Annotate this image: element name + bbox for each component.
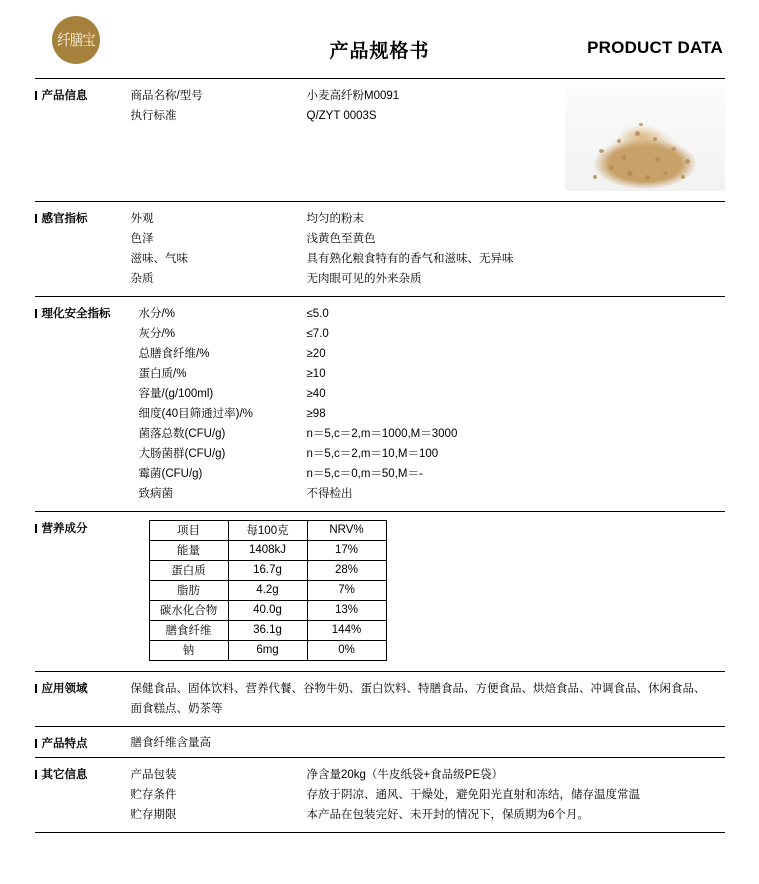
field-value: n＝5,c＝2,m＝1000,M＝3000 [306, 428, 458, 440]
field-value: ≥98 [306, 408, 326, 420]
nutrition-table [149, 520, 387, 661]
cell-item: 钠 [149, 641, 228, 661]
section-other-info [35, 758, 725, 832]
field-key: 执行标准 [130, 110, 177, 122]
table-row [149, 541, 386, 561]
section-label-features: 产品特点 [35, 735, 88, 751]
section-nutrition [35, 512, 725, 671]
field-value: n＝5,c＝0,m＝50,M＝- [306, 468, 423, 480]
field-key: 色泽 [130, 233, 154, 245]
field-value: ≤5.0 [306, 308, 329, 320]
field-key: 产品包装 [130, 769, 177, 781]
physchem-body [35, 297, 725, 511]
table-header-row [149, 521, 386, 541]
table-row [131, 805, 725, 825]
cell-item: 蛋白质 [149, 561, 228, 581]
cell-item: 能量 [149, 541, 228, 561]
label-bar-icon [35, 770, 37, 779]
field-value: 小麦高纤粉M0091 [306, 90, 400, 102]
section-label-product-info: 产品信息 [35, 87, 88, 103]
other-info-body [35, 758, 725, 832]
cell-amount: 4.2g [228, 581, 307, 601]
field-key: 大肠菌群(CFU/g) [138, 448, 226, 460]
cell-amount: 1408kJ [228, 541, 307, 561]
table-row [139, 444, 725, 464]
table-row [139, 344, 725, 364]
page-header [0, 0, 759, 78]
label-bar-icon [35, 739, 37, 748]
cell-nrv: 17% [307, 541, 386, 561]
label-bar-icon [35, 91, 37, 100]
table-row [149, 561, 386, 581]
field-value: 均匀的粉末 [306, 213, 364, 225]
field-value: 不得检出 [306, 488, 353, 500]
cell-nrv: 28% [307, 561, 386, 581]
field-value: 净含量20kg（牛皮纸袋+食品级PE袋） [306, 769, 503, 781]
section-label-nutrition: 营养成分 [35, 520, 88, 536]
table-row [131, 229, 725, 249]
table-row [149, 601, 386, 621]
field-value: ≤7.0 [306, 328, 329, 340]
table-row [149, 581, 386, 601]
field-value: 具有熟化粮食特有的香气和滋味、无异味 [306, 253, 514, 265]
page-title-en: PRODUCT DATA [587, 38, 723, 57]
column-header: 每100克 [228, 521, 307, 541]
table-row [139, 484, 725, 504]
features-body [35, 727, 725, 757]
section-label-applications: 应用领域 [35, 680, 88, 696]
section-label-other-info: 其它信息 [35, 766, 88, 782]
cell-nrv: 7% [307, 581, 386, 601]
cell-item: 碳水化合物 [149, 601, 228, 621]
field-key: 灰分/% [138, 328, 175, 340]
field-value: 本产品在包装完好、未开封的情况下，保质期为6个月。 [306, 809, 589, 821]
table-row [149, 641, 386, 661]
table-row [139, 464, 725, 484]
field-key: 水分/% [138, 308, 175, 320]
table-row [139, 384, 725, 404]
field-key: 外观 [130, 213, 154, 225]
table-row [131, 269, 725, 289]
field-key: 商品名称/型号 [130, 90, 203, 102]
cell-nrv: 0% [307, 641, 386, 661]
label-bar-icon [35, 684, 37, 693]
table-row [149, 621, 386, 641]
nutrition-body [35, 512, 725, 671]
cell-amount: 6mg [228, 641, 307, 661]
section-sensory [35, 202, 725, 296]
field-key: 总膳食纤维/% [138, 348, 210, 360]
table-row [131, 765, 725, 785]
table-row [131, 249, 725, 269]
product-photo [565, 87, 725, 191]
cell-nrv: 144% [307, 621, 386, 641]
field-key: 细度(40目筛通过率)/% [138, 408, 253, 420]
label-bar-icon [35, 524, 37, 533]
field-key: 霉菌(CFU/g) [138, 468, 203, 480]
features-text: 膳食纤维含量高 [130, 737, 211, 749]
field-key: 容量/(g/100ml) [138, 388, 214, 400]
field-value: ≥10 [306, 368, 326, 380]
table-row [139, 324, 725, 344]
table-row [139, 404, 725, 424]
field-key: 杂质 [130, 273, 154, 285]
sensory-body [35, 202, 725, 296]
section-label-physchem: 理化安全指标 [35, 305, 111, 321]
field-value: 浅黄色至黄色 [306, 233, 376, 245]
field-key: 滋味、气味 [130, 253, 188, 265]
section-physchem [35, 297, 725, 511]
column-header: 项目 [149, 521, 228, 541]
section-product-info [35, 79, 725, 201]
field-key: 蛋白质/% [138, 368, 187, 380]
label-bar-icon [35, 309, 37, 318]
cell-item: 脂肪 [149, 581, 228, 601]
applications-body [35, 672, 725, 726]
cell-amount: 36.1g [228, 621, 307, 641]
field-value: n＝5,c＝2,m＝10,M＝100 [306, 448, 439, 460]
field-key: 贮存条件 [130, 789, 177, 801]
cell-amount: 16.7g [228, 561, 307, 581]
field-value: Q/ZYT 0003S [306, 110, 377, 122]
field-value: ≥20 [306, 348, 326, 360]
table-row [139, 364, 725, 384]
page-title-cn: 产品规格书 [329, 41, 430, 62]
column-header: NRV% [307, 521, 386, 541]
field-value: 存放于阴凉、通风、干燥处，避免阳光直射和冻结，储存温度常温 [306, 789, 640, 801]
logo-text: 纤膳宝 [57, 30, 95, 49]
field-key: 菌落总数(CFU/g) [138, 428, 226, 440]
table-row [131, 209, 725, 229]
field-key: 贮存期限 [130, 809, 177, 821]
cell-item: 膳食纤维 [149, 621, 228, 641]
divider [35, 832, 725, 833]
field-value: 无肉眼可见的外来杂质 [306, 273, 422, 285]
field-value: ≥40 [306, 388, 326, 400]
table-row [131, 785, 725, 805]
section-features [35, 727, 725, 757]
applications-text: 保健食品、固体饮料、营养代餐、谷物牛奶、蛋白饮料、特膳食品、方便食品、烘焙食品、冲调食品、休闲食品、面食糕点、奶茶等 [130, 683, 706, 715]
table-row [139, 424, 725, 444]
section-applications [35, 672, 725, 726]
label-bar-icon [35, 214, 37, 223]
section-label-sensory: 感官指标 [35, 210, 88, 226]
cell-amount: 40.0g [228, 601, 307, 621]
field-key: 致病菌 [138, 488, 173, 500]
table-row [139, 304, 725, 324]
cell-nrv: 13% [307, 601, 386, 621]
